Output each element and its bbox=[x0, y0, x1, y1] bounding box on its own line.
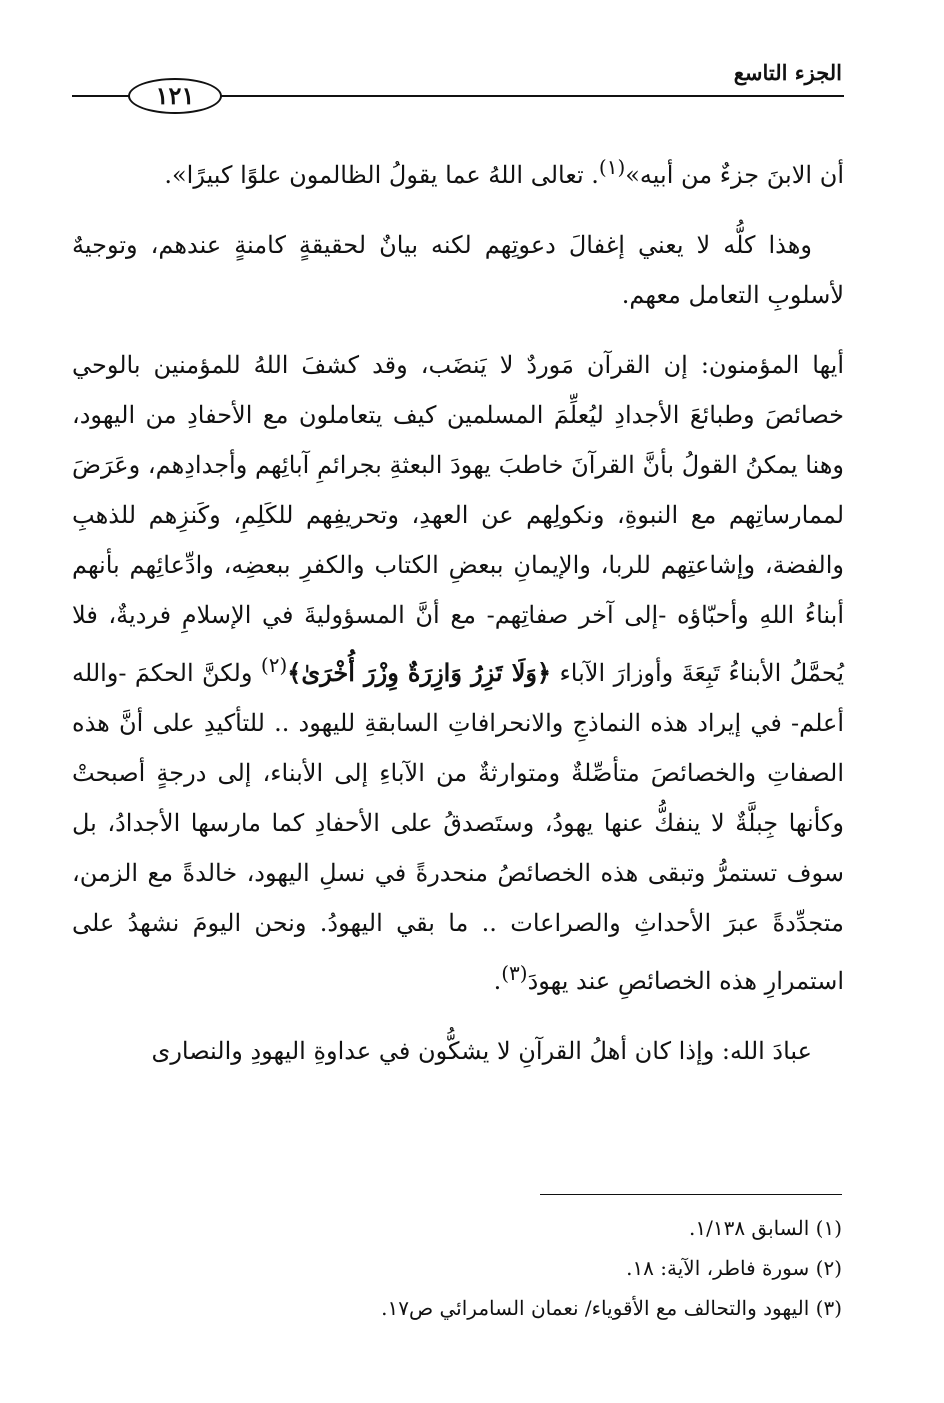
footnote-ref-1: (١) bbox=[598, 155, 626, 179]
quran-verse: ﴿وَلَا تَزِرُ وَازِرَةٌ وِزْرَ أُخْرَىٰ﴾ bbox=[287, 658, 552, 687]
footnote-3: (٣) اليهود والتحالف مع الأقوياء/ نعمان السامرائي ص١٧. bbox=[381, 1296, 842, 1320]
footnote-separator bbox=[540, 1194, 842, 1195]
paragraph-2: وهذا كلُّه لا يعني إغفالَ دعوتِهم لكنه بيانٌ لحقيقةٍ كامنةٍ عندهم، وتوجيهٌ لأسلوبِ التعامل معهم. bbox=[72, 231, 844, 309]
page-number-badge: ١٢١ bbox=[128, 78, 222, 114]
paragraph-1-text-end: . تعالى اللهُ عما يقولُ الظالمون علوًا كبيرًا». bbox=[164, 161, 599, 189]
paragraph-3-text-end: . bbox=[493, 967, 502, 995]
paragraph-1-text: أن الابنَ جزءٌ من أبيه» bbox=[625, 161, 844, 189]
paragraph-3 bbox=[72, 340, 844, 1006]
footnote-ref-3: (٣) bbox=[501, 961, 528, 985]
running-header: الجزء التاسع bbox=[733, 60, 842, 85]
paragraph-3-text-cont: ولكنَّ الحكمَ -والله أعلم- في إيراد هذه النماذجِ والانحرافاتِ السابقةِ لليهود .. للتأكيدِ على أنَّ هذه الصفاتِ والخصائصَ متأصِّلةٌ ومتوارثةٌ من الآباءِ إلى الأبناء، إلى درجةٍ أصبحتْ وكأنها جِبلَّةٌ لا ينفكُّ عنها يهودُ، وستَصدقُ على الأحفادِ كما مارسها الأجدادُ، بل سوف تستمرُّ وتبقى هذه الخصائصُ منحدرةً في نسلِ اليهود، خالدةً مع الزمن، متجدِّدةً عبرَ الأحداثِ والصراعات .. ما بقي اليهودُ. ونحن اليومَ نشهدُ على استمرارِ هذه الخصائصِ عند يهودَ bbox=[72, 659, 845, 995]
footnote-ref-2: (٢) bbox=[260, 653, 288, 677]
paragraph-1 bbox=[72, 142, 844, 200]
main-text bbox=[72, 142, 844, 1096]
footnote-1: (١) السابق ١/١٣٨. bbox=[689, 1216, 842, 1240]
footnotes bbox=[142, 1208, 842, 1328]
paragraph-3-text: أيها المؤمنون: إن القرآن مَوردٌ لا يَنضَب، وقد كشفَ اللهُ للمؤمنين بالوحي خصائصَ وطبائعَ الأجدادِ ليُعلِّمَ المسلمين كيف يتعاملون مع الأحفادِ من اليهود، وهنا يمكنُ القولُ بأنَّ القرآنَ خاطبَ يهودَ البعثةِ بجرائمِ آبائِهم وأجدادِهم، وعَرَضَ لممارساتِهم مع النبوةِ، ونكولِهم عن العهدِ، وتحريفِهم للكَلِمِ، وكَنزِهم للذهبِ والفضة، وإشاعتِهم للربا، والإيمانِ ببعضِ الكتاب والكفرِ ببعضِه، وادِّعائِهم بأنهم أبناءُ اللهِ وأحبّاؤه -إلى آخر صفاتِهم- مع أنَّ المسؤوليةَ في الإسلامِ فرديةٌ، فلا يُحمَّلُ الأبناءُ تَبِعَةَ وأوزارَ الآباء bbox=[72, 351, 845, 687]
paragraph-4: عبادَ الله: وإذا كان أهلُ القرآنِ لا يشكُّون في عداوةِ اليهودِ والنصارى bbox=[151, 1037, 812, 1065]
footnote-2: (٢) سورة فاطر، الآية: ١٨. bbox=[626, 1256, 842, 1280]
